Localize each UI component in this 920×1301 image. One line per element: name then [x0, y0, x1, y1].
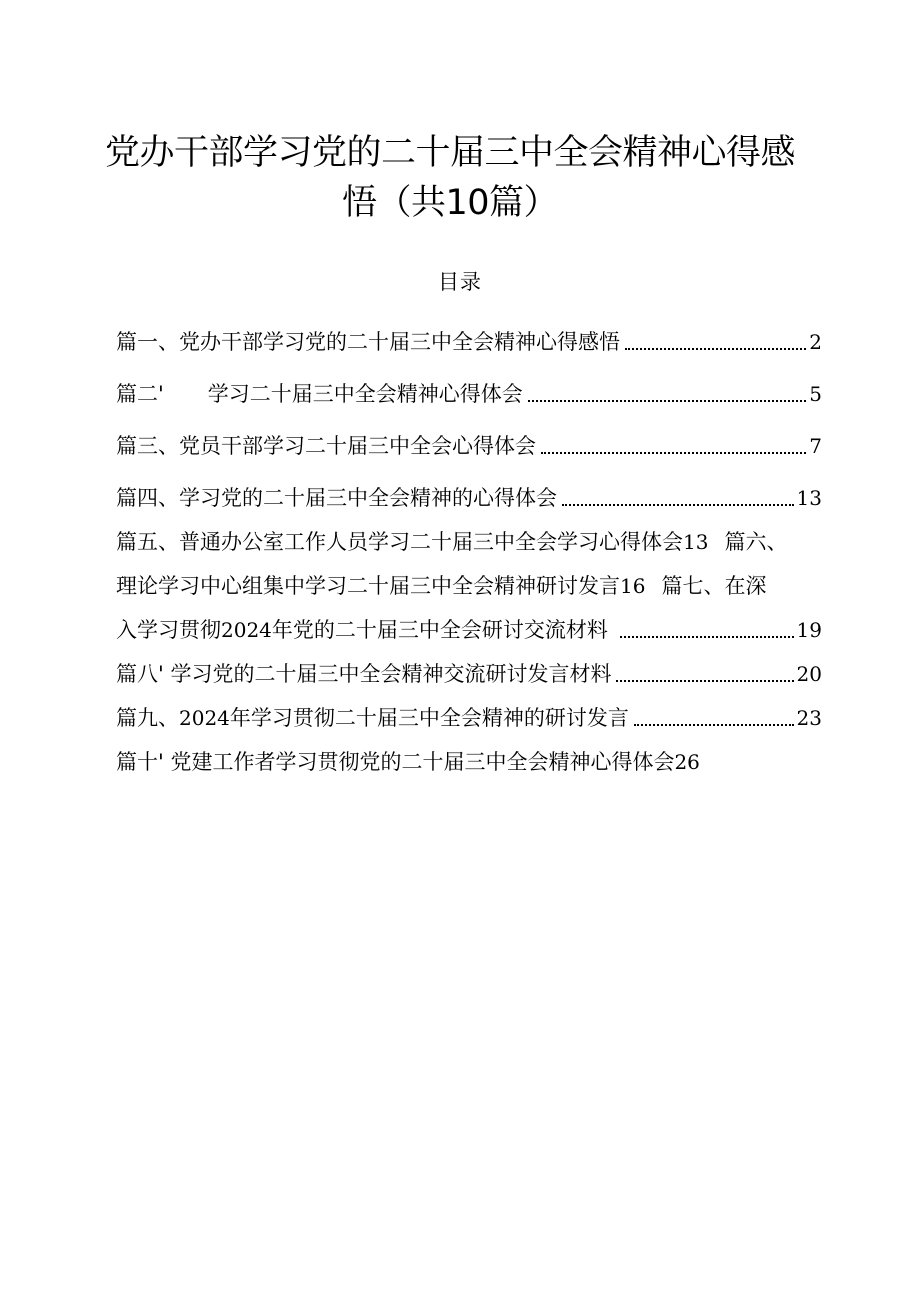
toc-leader-dots: [620, 636, 794, 638]
toc-entry[interactable]: [116, 700, 822, 732]
toc-entry-page: 19: [796, 618, 822, 642]
toc-entry-label: 篇八' 学习党的二十届三中全会精神交流研讨发言材料: [116, 662, 612, 686]
toc-entry-label: 学习二十届三中全会精神心得体会: [207, 382, 523, 406]
toc-entry-label: 篇一、党办干部学习党的二十届三中全会精神心得感悟: [116, 330, 620, 354]
toc-entry-page: 26: [674, 750, 700, 774]
toc-entry-label: 篇四、学习党的二十届三中全会精神的心得体会: [116, 486, 557, 510]
toc-entry[interactable]: [116, 744, 836, 776]
toc-leader-dots: [562, 504, 794, 506]
toc-entry-page: 5: [809, 382, 822, 406]
toc-entry[interactable]: [116, 568, 836, 600]
toc-heading: 目录: [438, 270, 482, 294]
toc-entry-year: 2024: [179, 706, 230, 730]
toc-entry-page: 13: [683, 530, 709, 554]
toc-entry[interactable]: [116, 656, 822, 688]
toc-leader-dots: [528, 400, 806, 402]
toc-entry[interactable]: [116, 428, 822, 460]
toc-entry-page: 7: [809, 434, 822, 458]
toc-leader-dots: [616, 680, 793, 682]
document-title-line-1: 党办干部学习党的二十届三中全会精神心得感: [104, 133, 795, 173]
toc-entry-prefix: 入学习贯彻: [116, 618, 221, 642]
toc-entry-page: 20: [796, 662, 822, 686]
toc-entry-prefix: 篇二': [116, 382, 164, 406]
toc-leader-dots: [541, 452, 806, 454]
toc-leader-dots: [625, 348, 806, 350]
toc-entry[interactable]: [116, 612, 822, 644]
toc-entry-label: 年学习贯彻二十届三中全会精神的研讨发言: [229, 706, 629, 730]
toc-entry-label: 年党的二十届三中全会研讨交流材料: [271, 618, 608, 642]
document-title-line-2: 悟（共10篇）: [341, 183, 559, 223]
toc-entry-label: 篇三、党员干部学习二十届三中全会心得体会: [116, 434, 536, 458]
toc-leader-dots: [634, 724, 794, 726]
toc-entry-year: 2024: [221, 618, 272, 642]
toc-entry-page: 23: [796, 706, 822, 730]
toc-entry-label: 理论学习中心组集中学习二十届三中全会精神研讨发言: [116, 574, 620, 598]
toc-entry-continuation: 篇六、: [724, 530, 788, 554]
toc-entry-page: 2: [809, 330, 822, 354]
toc-entry-continuation: 篇七、在深: [661, 574, 767, 598]
toc-entry-page: 13: [796, 486, 822, 510]
toc-entry-prefix: 篇九、: [116, 706, 179, 730]
toc-entry[interactable]: [116, 524, 836, 556]
toc-entry-label: 篇十' 党建工作者学习贯彻党的二十届三中全会精神心得体会: [116, 750, 675, 774]
toc-entry[interactable]: [116, 376, 822, 408]
toc-entry[interactable]: [116, 480, 822, 512]
toc-entry-page: 16: [620, 574, 646, 598]
toc-entry-label: 篇五、普通办公室工作人员学习二十届三中全会学习心得体会: [116, 530, 683, 554]
toc-entry[interactable]: [116, 324, 822, 356]
